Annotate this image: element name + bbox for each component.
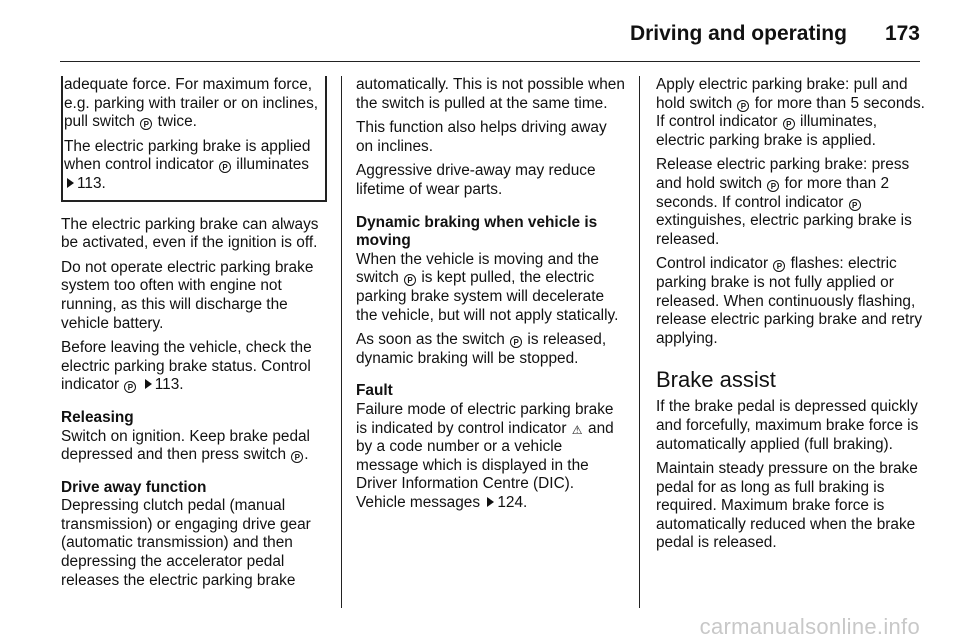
- page-reference-arrow-icon: [67, 178, 74, 188]
- column-1: [61, 76, 327, 596]
- watermark: carmanualsonline.info: [699, 614, 920, 639]
- parking-brake-indicator-icon: P: [783, 118, 795, 130]
- column-3: [656, 76, 926, 559]
- column-divider-1: [341, 76, 342, 608]
- page-reference-link[interactable]: 113.: [154, 376, 184, 394]
- paragraph-check-status: Before leaving the vehicle, check the electric parking brake status. Control indicator P 113.: [61, 339, 312, 394]
- notice-paragraph-2: The electric parking brake is applied when control indicator P illuminates 113.: [64, 137, 311, 192]
- page-reference-arrow-icon: [145, 379, 152, 389]
- fault-indicator-icon: ⚠: [571, 422, 583, 437]
- header-rule: [60, 61, 920, 62]
- column-divider-2: [639, 76, 640, 608]
- parking-brake-switch-icon: P: [404, 274, 416, 286]
- parking-brake-switch-icon: P: [510, 336, 522, 348]
- parking-brake-indicator-icon: P: [849, 199, 861, 211]
- paragraph-battery-warning: Do not operate electric parking brake system too often with engine not running, as this will discharge the vehicle battery.: [61, 258, 314, 332]
- page-header: [60, 14, 920, 54]
- page-reference-link[interactable]: 113.: [77, 174, 106, 192]
- paragraph-inclines: This function also helps driving away on inclines.: [356, 119, 607, 155]
- paragraph-wear-parts: Aggressive drive-away may reduce lifetime of wear parts.: [356, 162, 596, 198]
- paragraph-brake-assist-1: If the brake pedal is depressed quickly and forcefully, maximum brake force is automatically applied (full braking).: [656, 398, 919, 453]
- notice-box: [61, 76, 327, 202]
- paragraph-releasing: Switch on ignition. Keep brake pedal depressed and then press switch P .: [61, 427, 310, 464]
- heading-dynamic-braking: Dynamic braking when vehicle is moving: [356, 213, 598, 250]
- paragraph-always-activated: The electric parking brake can always be activated, even if the ignition is off.: [61, 215, 319, 252]
- paragraph-brake-assist-2: Maintain steady pressure on the brake pedal for as long as full braking is required. Maximum brake force is automatically reduced when the brake pedal is released.: [656, 460, 918, 552]
- heading-brake-assist: Brake assist: [656, 367, 776, 393]
- paragraph-flashing: Control indicator P flashes: electric parking brake is not fully applied or released. When continuously flashing, release electric parking brake and retry applying.: [656, 255, 923, 347]
- column-2: [356, 76, 626, 518]
- paragraph-switch-released: As soon as the switch P is released, dynamic braking will be stopped.: [356, 331, 607, 367]
- heading-releasing: Releasing: [61, 408, 134, 426]
- paragraph-apply: Apply electric parking brake: pull and hold switch P for more than 5 seconds. If control indicator P illuminates, electric parking brake is applied.: [656, 76, 925, 149]
- page-reference-arrow-icon: [487, 497, 494, 507]
- parking-brake-indicator-icon: P: [124, 381, 136, 393]
- heading-drive-away: Drive away function: [61, 478, 207, 496]
- parking-brake-switch-icon: P: [291, 451, 303, 463]
- paragraph-release: Release electric parking brake: press and hold switch P for more than 2 seconds. If control indicator P extinguishes, electric parking brake is released.: [656, 156, 912, 248]
- section-title: Driving and operating: [629, 22, 847, 45]
- parking-brake-switch-icon: P: [737, 100, 749, 112]
- heading-fault: Fault: [356, 382, 393, 400]
- parking-brake-switch-icon: P: [767, 180, 779, 192]
- parking-brake-indicator-icon: P: [219, 161, 231, 173]
- paragraph-dynamic-braking: When the vehicle is moving and the switch P is kept pulled, the electric parking brake system will decelerate the vehicle, but will not apply statically.: [356, 250, 619, 324]
- parking-brake-indicator-icon: P: [773, 260, 785, 272]
- page-reference-link[interactable]: 124.: [497, 493, 528, 511]
- paragraph-fault: Failure mode of electric parking brake is indicated by control indicator ⚠ and by a code number or a vehicle message which is displayed in the Driver Information Centre (DIC). Vehicle messages 124.: [356, 400, 614, 511]
- notice-paragraph-1: adequate force. For maximum force, e.g. parking with trailer or on inclines, pull switch P twice.: [64, 76, 319, 131]
- paragraph-automatic: automatically. This is not possible when the switch is pulled at the same time.: [356, 76, 625, 112]
- parking-brake-switch-icon: P: [140, 118, 152, 130]
- paragraph-drive-away: Depressing clutch pedal (manual transmission) or engaging drive gear (automatic transmission) and then depressing the accelerator pedal releases the electric parking brake: [61, 497, 311, 589]
- page-number: 173: [884, 22, 920, 45]
